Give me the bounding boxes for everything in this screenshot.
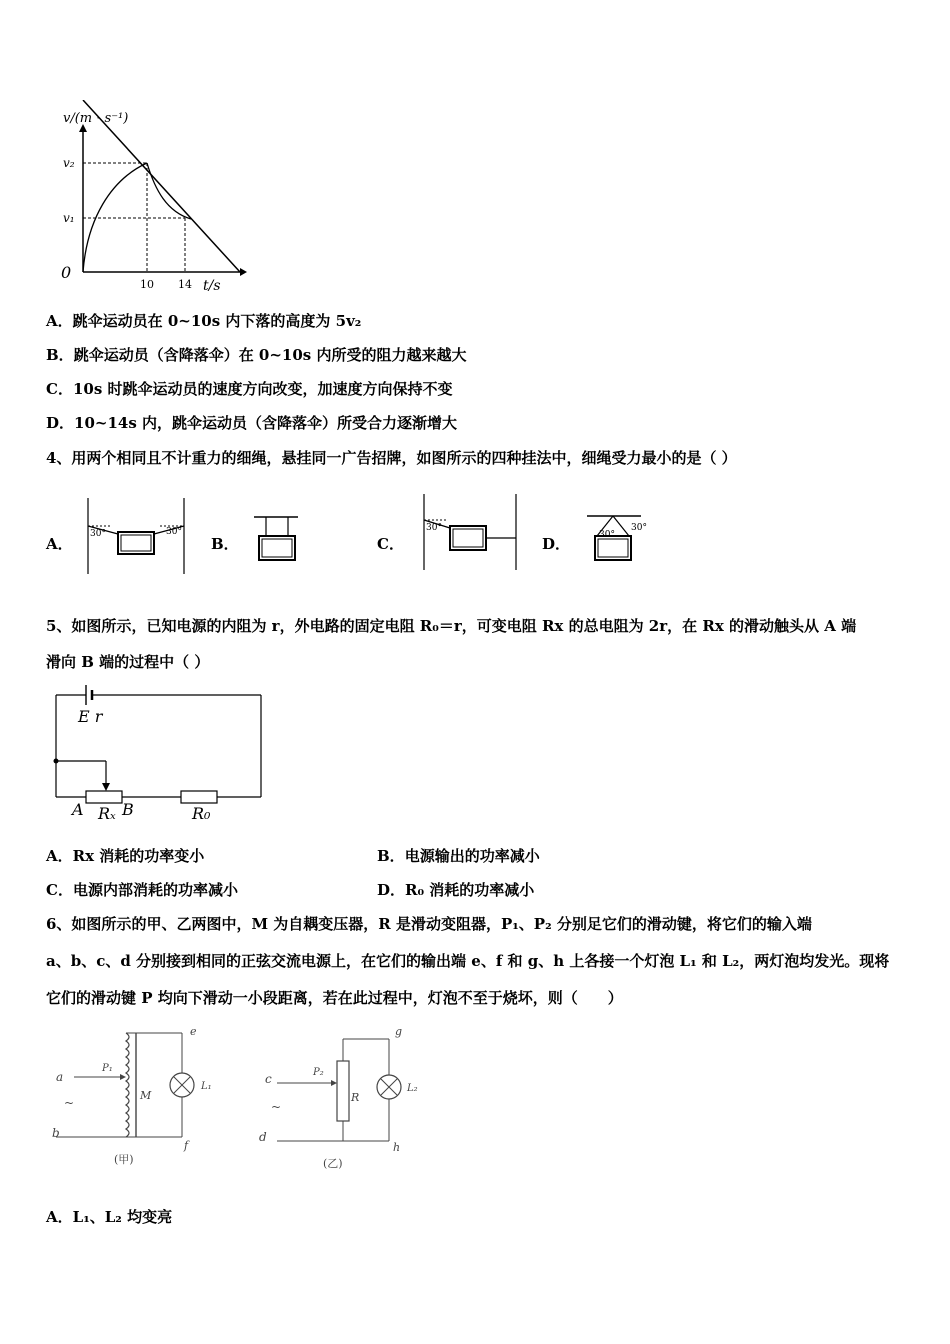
coil (126, 1033, 129, 1137)
svg-text:30°: 30° (599, 530, 615, 540)
y-axis-label: v/(m · s⁻¹) (63, 111, 129, 126)
q6-stem-line2: a、b、c、d 分别接到相同的正弦交流电源上，在它们的输出端 e、f 和 g、h 上各接一个灯泡 L₁ 和 L₂，两灯泡均发光。现将 (46, 952, 890, 970)
q5-stem-line2: 滑向 B 端的过程中（ ） (46, 653, 210, 671)
q4-figure-c (420, 494, 520, 574)
q5-option-a: A．Rx 消耗的功率变小 (46, 847, 205, 865)
svg-text:30°: 30° (90, 529, 106, 539)
q3-option-b: B．跳伞运动员（含降落伞）在 0~10s 内所受的阻力越来越大 (46, 346, 467, 364)
svg-text:e: e (190, 1025, 197, 1038)
x-axis-arrow (240, 268, 247, 276)
v2-label: v₂ (63, 156, 75, 170)
q3-option-c: C．10s 时跳伞运动员的速度方向改变，加速度方向保持不变 (46, 380, 453, 398)
x-axis-label: t/s (203, 278, 221, 294)
q4-label-c: C． (377, 535, 404, 553)
svg-text:a: a (56, 1070, 64, 1084)
q4-figure-d (585, 508, 655, 568)
q6-stem-line1: 6、如图所示的甲、乙两图中，M 为自耦变压器，R 是滑动变阻器，P₁、P₂ 分别足它们的滑动键，将它们的输入端 (46, 915, 812, 933)
svg-text:~: ~ (64, 1096, 75, 1110)
source-label: E r (78, 707, 103, 726)
point-a-label: A (72, 800, 84, 819)
v1-label: v₁ (63, 211, 75, 225)
q5-circuit (46, 683, 276, 828)
q5-option-b: B．电源输出的功率减小 (377, 847, 540, 865)
q3-option-a: A．跳伞运动员在 0~10s 内下落的高度为 5v₂ (46, 312, 362, 330)
slider-arrow (102, 783, 110, 791)
svg-text:P₂: P₂ (313, 1067, 324, 1078)
svg-text:30°: 30° (426, 523, 442, 533)
svg-text:30°: 30° (631, 523, 647, 533)
rheostat-r (337, 1061, 349, 1121)
r0-resistor (181, 791, 217, 803)
q6-figure-yi (255, 1025, 435, 1175)
q5-stem-line1: 5、如图所示，已知电源的内阻为 r，外电路的固定电阻 R₀＝r，可变电阻 Rx 的总电阻为 2r，在 Rx 的滑动触头从 A 端 (46, 617, 857, 635)
q4-figure-b (250, 512, 310, 572)
q5-option-d: D．R₀ 消耗的功率减小 (377, 881, 535, 899)
q4-label-b: B． (211, 535, 239, 553)
r0-label: R₀ (192, 804, 211, 823)
svg-text:c: c (265, 1072, 272, 1086)
t10-label: 10 (140, 278, 154, 291)
rx-label: Rₓ (98, 804, 116, 823)
rx-resistor (86, 791, 122, 803)
q4-figure-a (82, 498, 192, 578)
q4-stem: 4、用两个相同且不计重力的细绳，悬挂同一广告招牌，如图所示的四种挂法中，细绳受力最小的是（ ） (46, 449, 737, 467)
svg-text:(乙): (乙) (323, 1157, 343, 1170)
q6-stem-line3: 它们的滑动键 P 均向下滑动一小段距离，若在此过程中，灯泡不至于烧坏，则（ ） (46, 989, 623, 1007)
svg-text:L₁: L₁ (201, 1081, 212, 1092)
svg-text:P₁: P₁ (102, 1063, 113, 1074)
q3-option-d: D．10~14s 内，跳伞运动员（含降落伞）所受合力逐渐增大 (46, 414, 458, 432)
svg-text:R: R (351, 1091, 360, 1104)
svg-text:L₂: L₂ (407, 1083, 418, 1094)
svg-text:M: M (140, 1089, 152, 1102)
svg-text:h: h (393, 1141, 401, 1154)
svg-text:~: ~ (271, 1100, 282, 1114)
svg-text:g: g (395, 1025, 403, 1038)
point-b-label: B (122, 800, 134, 819)
svg-text:f: f (184, 1139, 189, 1152)
velocity-time-graph (55, 100, 255, 300)
svg-text:(甲): (甲) (114, 1153, 134, 1166)
q4-label-a: A． (46, 535, 73, 553)
q5-option-c: C．电源内部消耗的功率减小 (46, 881, 238, 899)
origin-label: 0 (61, 263, 72, 282)
t14-label: 14 (178, 278, 192, 291)
q4-label-d: D． (542, 535, 571, 553)
svg-text:d: d (259, 1130, 267, 1144)
svg-text:b: b (52, 1126, 60, 1140)
q6-option-a: A．L₁、L₂ 均变亮 (46, 1208, 173, 1226)
svg-text:30°: 30° (166, 527, 182, 537)
q6-figure-jia (46, 1025, 236, 1175)
